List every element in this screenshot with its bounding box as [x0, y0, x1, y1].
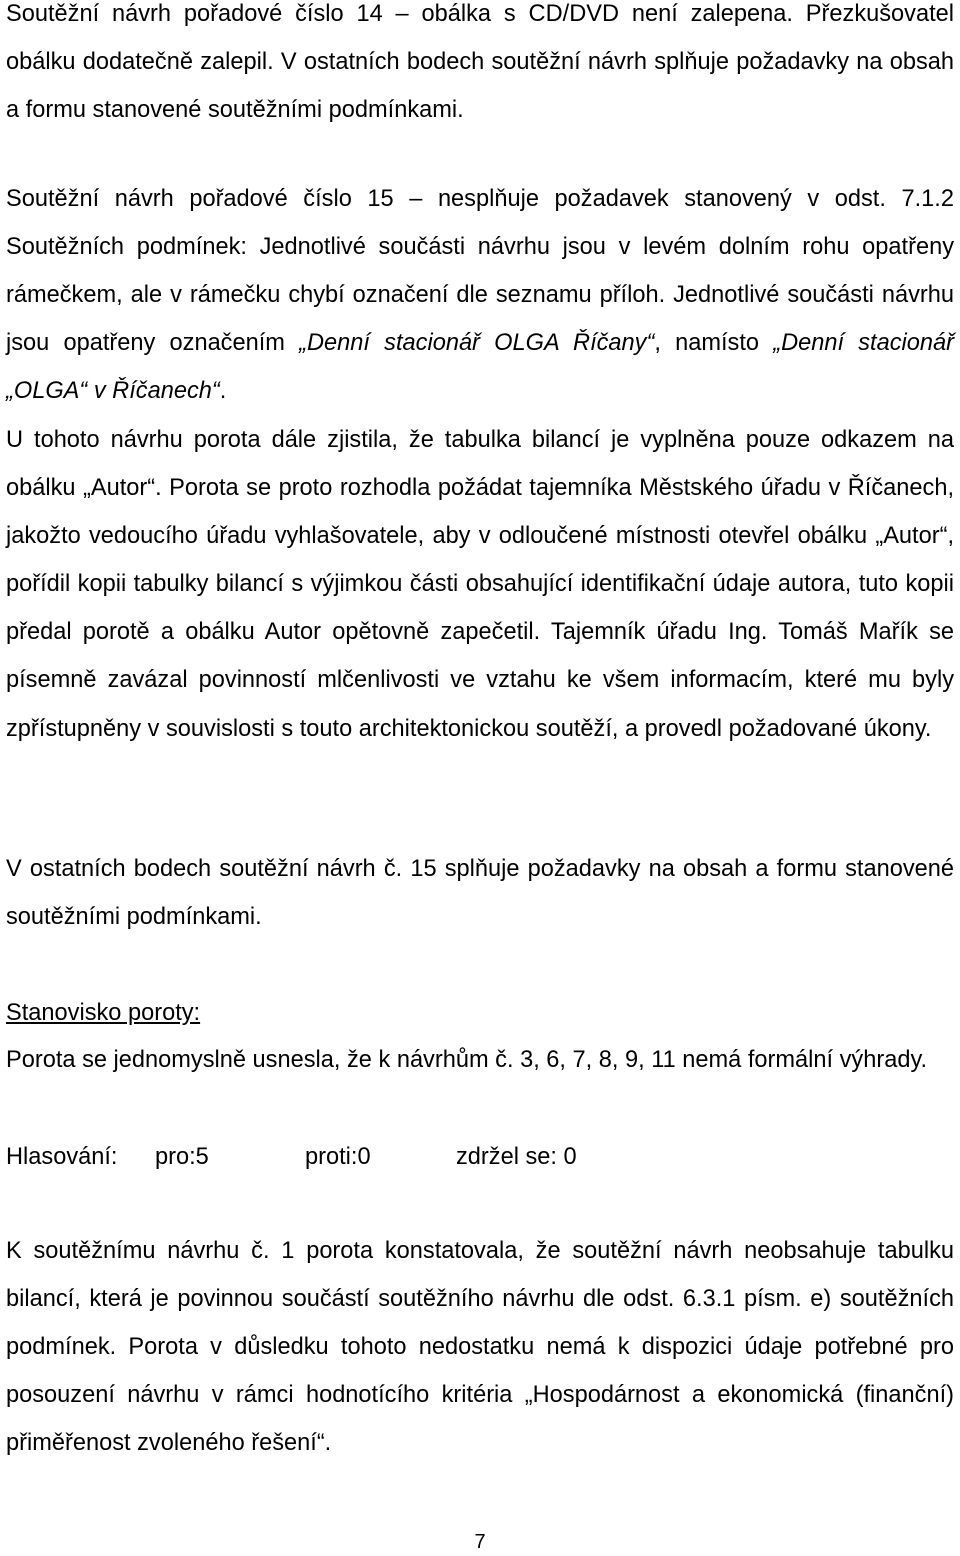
vote-line [6, 1133, 577, 1181]
label-olga-v-ricanech: „Denní stacionář „OLGA“ v Říčanech“ [6, 330, 954, 405]
vote-label: Hlasování: [6, 1144, 118, 1170]
paragraph-jury-resolution: Porota se jednomyslně usnesla, že k návrhům č. 3, 6, 7, 8, 9, 11 nemá formální výhrady. [6, 1047, 928, 1073]
page-number: 7 [474, 1531, 486, 1553]
label-olga-ricany: „Denní stacionář OLGA Říčany“ [299, 330, 655, 357]
paragraph-entry-15-end: . [219, 378, 227, 405]
vote-pro: pro:5 [155, 1144, 209, 1170]
paragraph-entry-15 [6, 175, 954, 415]
paragraph-entry-14: Soutěžní návrh pořadové číslo 14 – obálka s CD/DVD není zalepena. Přezkušovatel obálku dodatečně zalepil. V ostatních bodech soutěžní návrh splňuje požadavky na obsah a formu stanovené soutěžními podmínkami. [6, 1, 954, 124]
paragraph-entry-15-text: Soutěžní návrh pořadové číslo 15 – nesplňuje požadavek stanovený v odst. 7.1.2 Soutěžních podmínek: Jednotlivé součásti návrhu jsou v levém dolním rohu opatřeny rámečkem, ale v rámečku chybí označení dle seznamu příloh. Jednotlivé součásti návrhu jsou opatřeny označením [6, 186, 954, 357]
section-heading-jury-opinion: Stanovisko poroty: [6, 1000, 201, 1026]
vote-proti: proti:0 [305, 1144, 371, 1170]
paragraph-entry-15-mid: , namísto [654, 330, 774, 357]
paragraph-balance-table: U tohoto návrhu porota dále zjistila, že tabulka bilancí je vyplněna pouze odkazem na obálku „Autor“. Porota se proto rozhodla požádat tajemníka Městského úřadu v Říčanech, jakožto vedoucího úřadu vyhlašovatele, aby v odloučené místnosti otevřel obálku „Autor“, pořídil kopii tabulky bilancí s výjimkou části obsahující identifikační údaje autora, tuto kopii předal porotě a obálku Autor opětovně zapečetil. Tajemník úřadu Ing. Tomáš Mařík se písemně zavázal povinností mlčenlivosti ve vztahu ke všem informacím, které mu byly zpřístupněny v souvislosti s touto architektonickou soutěží, a provedl požadované úkony. [6, 427, 954, 742]
paragraph-entry-1: K soutěžnímu návrhu č. 1 porota konstatovala, že soutěžní návrh neobsahuje tabulku bilancí, která je povinnou součástí soutěžního návrhu dle odst. 6.3.1 písm. e) soutěžních podmínek. Porota v důsledku tohoto nedostatku nemá k dispozici údaje potřebné pro posouzení návrhu v rámci hodnotícího kritéria „Hospodárnost a ekonomická (finanční) přiměřenost zvoleného řešení“. [6, 1238, 954, 1457]
paragraph-entry-15-conclusion: V ostatních bodech soutěžní návrh č. 15 splňuje požadavky na obsah a formu stanovené soutěžními podmínkami. [6, 856, 954, 931]
vote-abstained: zdržel se: 0 [456, 1144, 577, 1170]
